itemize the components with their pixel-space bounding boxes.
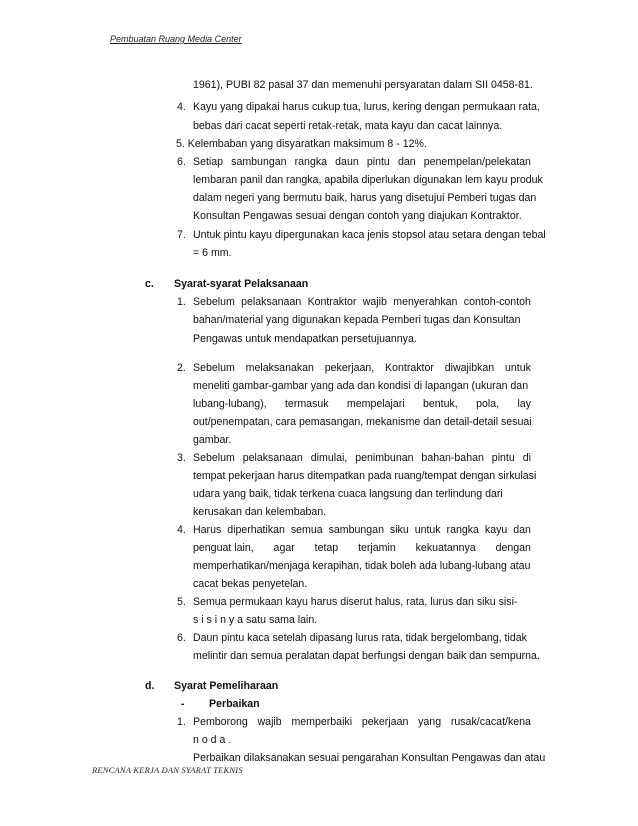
word: termasuk	[284, 398, 329, 410]
word: mempelajari	[346, 398, 405, 410]
word: pekerjaan	[361, 716, 409, 728]
justified-line	[193, 541, 531, 555]
body-line: meneliti gambar-gambar yang ada dan kondisi di lapangan (ukuran dan	[193, 380, 529, 392]
word: Kontraktor	[307, 296, 357, 308]
body-line: melintir dan semua peralatan dapat berfungsi dengan baik dan sempurna.	[193, 650, 540, 662]
list-number: 1.	[177, 716, 186, 728]
word: penimbunan	[355, 452, 414, 464]
word: pola,	[476, 398, 500, 410]
word: kekuatannya	[415, 542, 476, 554]
word: dengan	[495, 542, 531, 554]
list-number: 3.	[177, 452, 186, 464]
list-number: 7.	[177, 229, 186, 241]
page-footer: RENCANA KERJA DAN SYARAT TEKNIS	[92, 765, 243, 775]
list-number: 2.	[177, 362, 186, 374]
word: tetap	[314, 542, 339, 554]
word: dimulai,	[310, 452, 348, 464]
word: lubang-lubang),	[193, 398, 267, 410]
word: agar	[273, 542, 295, 554]
word: contoh-contoh	[463, 296, 531, 308]
word: bahan-bahan	[421, 452, 484, 464]
word: pekerjaan,	[324, 362, 375, 374]
body-line: 1961), PUBI 82 pasal 37 dan memenuhi persyaratan dalam SII 0458-81.	[193, 79, 533, 91]
justified-line	[193, 361, 531, 375]
body-line: Perbaikan dilaksanakan sesuai pengarahan Konsultan Pengawas dan atau	[193, 752, 546, 764]
body-line: bahan/material yang digunakan kepada Pemberi tugas dan Konsultan	[193, 314, 521, 326]
body-line: kerusakan dan kelembaban.	[193, 506, 327, 518]
body-line: 5. Kelembaban yang disyaratkan maksimum 8 - 12%.	[176, 138, 427, 150]
body-line: = 6 mm.	[193, 247, 232, 259]
body-line: gambar.	[193, 434, 232, 446]
body-line: Kayu yang dipakai harus cukup tua, lurus, kering dengan permukaan rata,	[193, 101, 540, 113]
body-line: lembaran panil dan rangka, apabila diperlukan digunakan lem kayu produk	[193, 174, 543, 186]
body-line: udara yang baik, tidak terkena cuaca langsung dan terlindung dari	[193, 488, 503, 500]
word: rusak/cacat/kena	[450, 716, 531, 728]
word: bentuk,	[422, 398, 458, 410]
justified-line	[193, 523, 531, 537]
body-line: bebas dari cacat seperti retak-retak, mata kayu dan cacat lainnya.	[193, 120, 503, 132]
section-letter: c.	[145, 278, 154, 290]
list-number: 4.	[177, 101, 186, 113]
word: pintu	[366, 156, 390, 168]
word: untuk	[505, 362, 531, 374]
section-letter: d.	[145, 680, 155, 692]
word: melaksanakan	[245, 362, 314, 374]
word: pintu	[491, 452, 515, 464]
word: Setiap	[193, 156, 224, 168]
body-line: Daun pintu kaca setelah dipasang lurus rata, tidak bergelombang, tidak	[193, 632, 527, 644]
justified-line	[193, 295, 531, 309]
word: menyerahkan	[393, 296, 458, 308]
page-header: Pembuatan Ruang Media Center	[110, 34, 242, 44]
word: siku	[389, 524, 409, 536]
justified-line	[193, 715, 531, 729]
word: kayu	[484, 524, 508, 536]
section-heading: Syarat Pemeliharaan	[174, 680, 279, 692]
word: pelaksanaan	[241, 296, 302, 308]
word: wajib	[257, 716, 282, 728]
sub-heading: Perbaikan	[209, 698, 260, 710]
sub-bullet: -	[181, 698, 185, 710]
word: Kontraktor	[385, 362, 434, 374]
word: Pemborong	[193, 716, 248, 728]
word: pelaksanaan	[242, 452, 303, 464]
word: Sebelum	[193, 452, 235, 464]
word: rangka	[446, 524, 479, 536]
list-number: 1.	[177, 296, 186, 308]
word: penguat lain,	[193, 542, 254, 554]
word: dan	[513, 524, 531, 536]
body-line: dalam negeri yang bermutu baik, harus yang disetujui Pemberi tugas dan	[193, 192, 537, 204]
word: penempelan/pelekatan	[423, 156, 531, 168]
list-number: 6.	[177, 156, 186, 168]
word: memperbaiki	[291, 716, 353, 728]
section-heading: Syarat-syarat Pelaksanaan	[174, 278, 309, 290]
word: semua	[290, 524, 323, 536]
word: wajib	[362, 296, 387, 308]
list-number: 4.	[177, 524, 186, 536]
word: yang	[418, 716, 442, 728]
word: Harus	[193, 524, 222, 536]
word: untuk	[414, 524, 441, 536]
body-line: n o d a .	[193, 734, 232, 746]
word: diperhatikan	[227, 524, 285, 536]
body-line: Konsultan Pengawas sesuai dengan contoh yang diajukan Kontraktor.	[193, 210, 522, 222]
body-line: out/penempatan, cara pemasangan, mekanisme dan detail-detail sesuai	[193, 416, 532, 428]
word: lay	[517, 398, 531, 410]
word: daun	[335, 156, 359, 168]
body-line: memperhatikan/menjaga kerapihan, tidak boleh ada lubang-lubang atau	[193, 560, 531, 572]
body-line: cacat bekas penyetelan.	[193, 578, 308, 590]
word: rangka	[294, 156, 328, 168]
justified-line	[193, 397, 531, 411]
list-number: 6.	[177, 632, 186, 644]
word: terjamin	[358, 542, 396, 554]
justified-line	[193, 451, 531, 465]
body-line: tempat pekerjaan harus ditempatkan pada ruang/tempat dengan sirkulasi	[193, 470, 537, 482]
word: di	[522, 452, 531, 464]
word: Sebelum	[193, 296, 235, 308]
word: sambungan	[328, 524, 384, 536]
body-line: Semua permukaan kayu harus diserut halus, rata, lurus dan siku sisi-	[193, 596, 518, 608]
body-line: Untuk pintu kayu dipergunakan kaca jenis stopsol atau setara dengan tebal	[193, 229, 546, 241]
body-line: s i s i n y a satu sama lain.	[193, 614, 318, 626]
word: sambungan	[231, 156, 287, 168]
justified-line	[193, 155, 531, 169]
list-number: 5.	[177, 596, 186, 608]
word: Sebelum	[193, 362, 235, 374]
word: dan	[397, 156, 416, 168]
word: diwajibkan	[444, 362, 495, 374]
body-line: Pengawas untuk mendapatkan persetujuannya.	[193, 333, 417, 345]
